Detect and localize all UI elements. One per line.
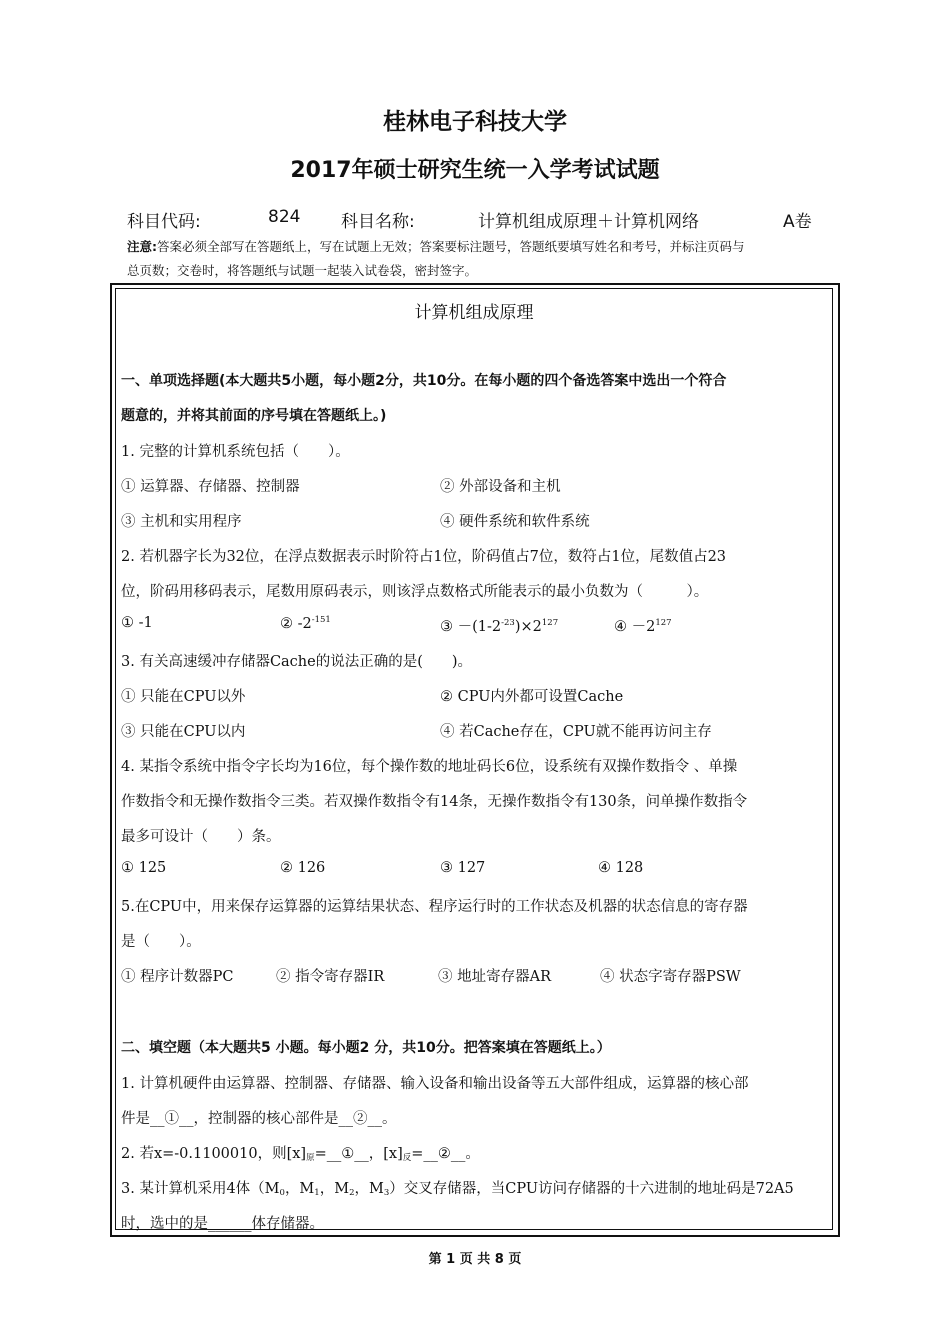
- q3-option-a: ① 只能在CPU以外: [121, 689, 246, 705]
- q1-stem: 1. 完整的计算机系统包括（ ）。: [121, 444, 350, 460]
- fill-q3-text-b: ）交叉存储器，当CPU访问存储器的十六进制的地址码是72A5: [389, 1181, 794, 1197]
- q2-option-b-exp: -151: [311, 615, 331, 625]
- paper-version: A卷: [783, 212, 812, 232]
- subject-name-label: 科目名称:: [341, 212, 415, 232]
- fill-q1-blank-2: __②__: [338, 1111, 382, 1127]
- fill-q3-sub-1: 1: [314, 1188, 320, 1198]
- q4-option-d: ④ 128: [598, 860, 644, 876]
- fill-q3-sep-3: ，M: [354, 1181, 384, 1197]
- fill-q3-line-1: [121, 1177, 794, 1198]
- q2-option-c-base: ③ －(1-2: [440, 619, 502, 635]
- fill-q2-sub-1: 原: [306, 1153, 315, 1163]
- q5-stem-1: 5.在CPU中，用来保存运算器的运算结果状态、程序运行时的工作状态及机器的状态信息的寄存器: [121, 899, 748, 915]
- notice-line-2: 总页数；交卷时，将答题纸与试题一起装入试卷袋，密封签字。: [127, 263, 478, 278]
- page-footer: 第 1 页 共 8 页: [428, 1252, 522, 1267]
- q2-option-b-base: ② -2: [280, 616, 312, 632]
- q2-option-a: ① -1: [121, 615, 153, 631]
- q2-option-c-mid: )×2: [514, 619, 542, 635]
- q3-option-d: ④ 若Cache存在，CPU就不能再访问主存: [440, 724, 712, 740]
- q4-option-c: ③ 127: [440, 860, 486, 876]
- q1-option-a: ① 运算器、存储器、控制器: [121, 479, 300, 495]
- fill-q1-line-2: [121, 1107, 397, 1128]
- fill-q1-text-b: ，控制器的核心部件是: [193, 1111, 339, 1127]
- fill-q3-sep-2: ，M: [319, 1181, 350, 1197]
- q2-option-d: [614, 615, 672, 636]
- q3-stem: 3. 有关高速缓冲存储器Cache的说法正确的是( )。: [121, 654, 473, 670]
- fill-q2: [121, 1142, 480, 1163]
- fill-q3-sub-3: 3: [383, 1188, 390, 1198]
- fill-q3-sub-2: 2: [349, 1188, 355, 1198]
- subject-name: 计算机组成原理＋计算机网络: [478, 212, 699, 232]
- exam-title: 2017年硕士研究生统一入学考试试题: [290, 158, 660, 183]
- notice-text-1: 答案必须全部写在答题纸上，写在试题上无效；答案要标注题号，答题纸要填写姓名和考号，并标注页码与: [157, 239, 745, 254]
- fill-q1-line-1: 1. 计算机硬件由运算器、控制器、存储器、输入设备和输出设备等五大部件组成，运算器的核心部: [121, 1076, 749, 1092]
- fill-q2-blank-2: __②__: [423, 1146, 466, 1162]
- fill-q1-blank-1: __①__: [150, 1111, 194, 1127]
- fill-q2-eq-1: =: [314, 1146, 327, 1162]
- part1-heading-2: 题意的，并将其前面的序号填在答题纸上。): [121, 408, 387, 424]
- fill-q1-text-a: 件是: [121, 1111, 150, 1127]
- q4-stem-2: 作数指令和无操作数指令三类。若双操作数指令有14条，无操作数指令有130条，问单操作数指令: [121, 794, 748, 810]
- q5-option-c: ③ 地址寄存器AR: [438, 969, 551, 985]
- fill-q2-eq-2: =: [411, 1146, 424, 1162]
- q3-option-c: ③ 只能在CPU以内: [121, 724, 246, 740]
- q2-option-d-exp: 127: [655, 618, 672, 628]
- subject-code: 824: [268, 207, 301, 227]
- part2-heading: 二、填空题（本大题共5 小题。每小题2 分，共10分。把答案填在答题纸上。）: [121, 1040, 611, 1056]
- university-title: 桂林电子科技大学: [383, 109, 567, 135]
- subject-code-label: 科目代码:: [127, 212, 201, 232]
- part1-heading-1: 一、单项选择题(本大题共5小题，每小题2分，共10分。在每小题的四个备选答案中选出一个符合: [121, 373, 727, 389]
- q5-option-a: ① 程序计数器PC: [121, 969, 234, 985]
- fill-q2-blank-1: __①__: [326, 1146, 369, 1162]
- fill-q2-pre: 2. 若x=-0.1100010，则[x]: [121, 1146, 307, 1162]
- q1-option-c: ③ 主机和实用程序: [121, 514, 242, 530]
- q2-option-c-exp1: -23: [501, 618, 515, 628]
- notice-line-1: [127, 237, 745, 255]
- q5-stem-2: 是（ ）。: [121, 934, 201, 950]
- q3-option-b: ② CPU内外都可设置Cache: [440, 689, 624, 705]
- fill-q3-sep-1: ，M: [284, 1181, 315, 1197]
- q5-option-b: ② 指令寄存器IR: [276, 969, 385, 985]
- q4-option-a: ① 125: [121, 860, 167, 876]
- q4-option-b: ② 126: [280, 860, 326, 876]
- q2-stem-1: 2. 若机器字长为32位，在浮点数据表示时阶符占1位，阶码值占7位，数符占1位，尾数值占23: [121, 549, 727, 565]
- fill-q2-sub-2: 反: [402, 1153, 412, 1163]
- q4-stem-1: 4. 某指令系统中指令字长均为16位，每个操作数的地址码长6位，设系统有双操作数指令 、单操: [121, 759, 738, 775]
- q1-option-d: ④ 硬件系统和软件系统: [440, 514, 590, 530]
- q2-option-c: [440, 615, 558, 636]
- section-title: 计算机组成原理: [414, 303, 534, 323]
- q4-stem-3: 最多可设计（ ）条。: [121, 829, 281, 845]
- fill-q3-sub-0: 0: [279, 1188, 285, 1198]
- q2-option-c-exp2: 127: [541, 618, 559, 628]
- fill-q2-mid: ，[x]: [368, 1146, 403, 1162]
- q2-stem-2: 位，阶码用移码表示，尾数用原码表示，则该浮点数格式所能表示的最小负数为（ ）。: [121, 584, 709, 600]
- q1-option-b: ② 外部设备和主机: [440, 479, 561, 495]
- q5-option-d: ④ 状态字寄存器PSW: [600, 969, 741, 985]
- fill-q3-text-a: 3. 某计算机采用4体（M: [121, 1181, 280, 1197]
- q2-option-b: [280, 615, 331, 632]
- fill-q3-line-2: 时，选中的是______体存储器。: [121, 1216, 324, 1232]
- fill-q2-end: 。: [465, 1146, 480, 1162]
- fill-q1-text-c: 。: [382, 1111, 397, 1127]
- q2-option-d-base: ④ －2: [614, 619, 656, 635]
- notice-label: 注意:: [127, 239, 157, 254]
